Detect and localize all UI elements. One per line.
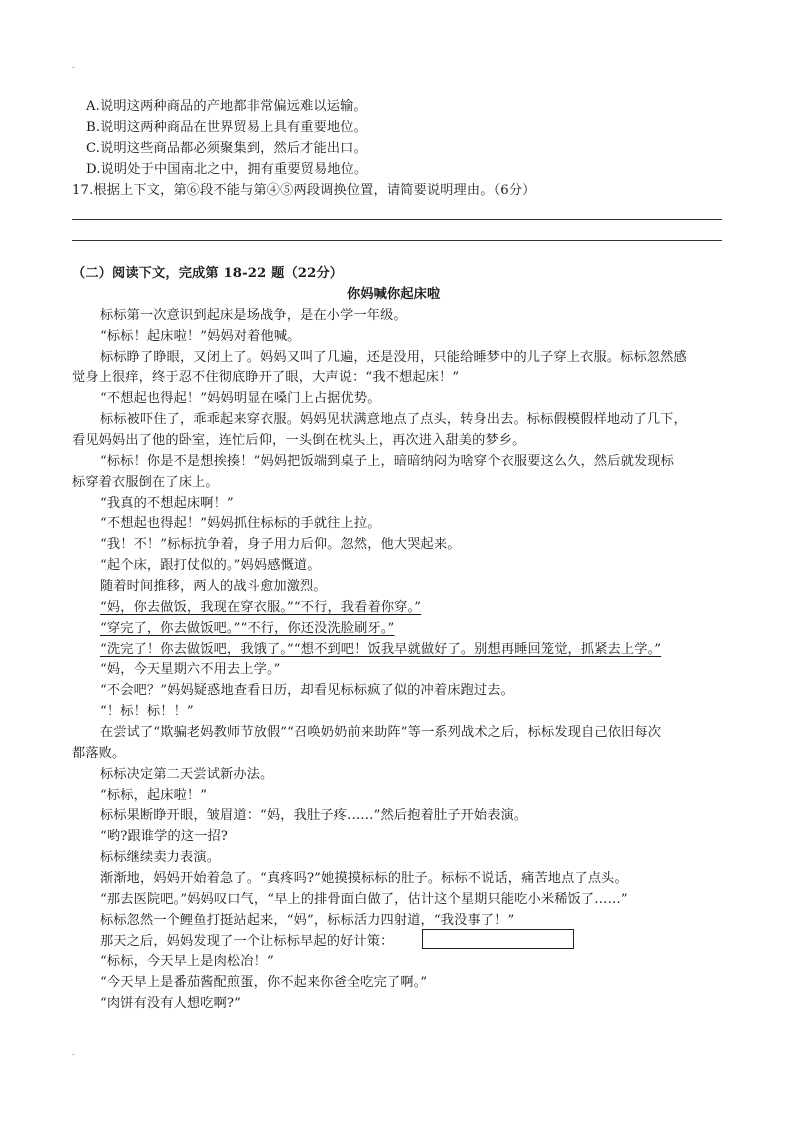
story-line: 标标忽然一个鲤鱼打挺站起来，“妈”，标标活力四射道，“我没事了！” xyxy=(100,913,515,928)
story-line: “起个床，跟打仗似的。”妈妈感慨道。 xyxy=(100,558,321,573)
story-title: 你妈喊你起床啦 xyxy=(347,287,441,302)
underlined-dialogue: “洗完了！你去做饭吧，我饿了。”“想不到吧！饭我早就做好了。别想再睡回笼觉，抓紧去上学。” xyxy=(100,642,662,657)
story-line: “肉饼有没有人想吃啊?” xyxy=(100,996,242,1011)
story-line: 渐渐地，妈妈开始着急了。“真疼吗?”她摸摸标标的肚子。标标不说话，痛苦地点了点头。 xyxy=(100,871,628,886)
story-line: “不想起也得起！”妈妈明显在嗓门上占据优势。 xyxy=(100,391,381,406)
story-line: “妈，今天星期六不用去上学。” xyxy=(100,662,281,677)
story-line: 标穿着衣服倒在了床上。 xyxy=(72,475,219,490)
story-line: 标标继续卖力表演。 xyxy=(100,850,221,865)
story-line: “我！不！”标标抗争着，身子用力后仰。忽然，他大哭起来。 xyxy=(100,537,461,552)
story-line: 标标决定第二天尝试新办法。 xyxy=(100,767,274,782)
underlined-dialogue: “穿完了，你去做饭吧。”“不行，你还没洗脸刷牙。” xyxy=(100,621,395,636)
page-top-mark: . xyxy=(72,61,75,70)
answer-line-2[interactable] xyxy=(72,240,722,241)
story-line: “今天早上是番茄酱配煎蛋，你不起来你爸全吃完了啊。” xyxy=(100,975,428,990)
story-line: 那天之后，妈妈发现了一个让标标早起的好计策： xyxy=(100,934,394,949)
story-line: “哟?跟谁学的这一招? xyxy=(100,829,229,844)
story-line: 看见妈妈出了他的卧室，连忙后仰，一头倒在枕头上，再次进入甜美的梦乡。 xyxy=(72,433,526,448)
story-line: “！标！标！！” xyxy=(100,704,194,719)
answer-line-1[interactable] xyxy=(72,219,722,220)
option-d: D.说明处于中国南北之中，拥有重要贸易地位。 xyxy=(86,162,368,177)
story-line: 标标睁了睁眼，又闭上了。妈妈又叫了几遍，还是没用，只能给睡梦中的儿子穿上衣服。标标忽然感 xyxy=(100,350,687,365)
answer-box[interactable] xyxy=(422,929,574,949)
story-line: “标标！起床啦！”妈妈对着他喊。 xyxy=(100,329,301,344)
story-line: 觉身上很痒，终于忍不住彻底睁开了眼，大声说：“我不想起床！” xyxy=(72,370,460,385)
story-line: 都落败。 xyxy=(72,746,126,761)
story-line: “标标！你是不是想挨揍！”妈妈把饭端到桌子上，暗暗纳闷为啥穿个衣服要这么久，然后就发现标 xyxy=(100,454,674,469)
story-line: 标标被吓住了，乖乖起来穿衣服。妈妈见状满意地点了点头，转身出去。标标假模假样地动了几下， xyxy=(100,412,687,427)
story-line: 随着时间推移，两人的战斗愈加激烈。 xyxy=(100,579,327,594)
story-line: “不想起也得起！”妈妈抓住标标的手就往上拉。 xyxy=(100,516,381,531)
story-line: 在尝试了“欺骗老妈教师节放假”“召唤奶奶前来助阵”等一系列战术之后，标标发现自己依旧每次 xyxy=(100,725,662,740)
story-line: 标标第一次意识到起床是场战争，是在小学一年级。 xyxy=(100,308,407,323)
option-c: C.说明这些商品都必须聚集到，然后才能出口。 xyxy=(86,141,367,156)
story-line: “不会吧？”妈妈疑惑地查看日历，却看见标标疯了似的冲着床跑过去。 xyxy=(100,683,514,698)
story-line: “标标，起床啦！” xyxy=(100,788,208,803)
question-17: 17.根据上下文，第⑥段不能与第④⑤两段调换位置，请简要说明理由。（6分） xyxy=(72,183,536,198)
story-line: “那去医院吧。”妈妈叹口气，“早上的排骨面白做了，估计这个星期只能吃小米稀饭了……” xyxy=(100,892,628,907)
underlined-dialogue: “妈，你去做饭，我现在穿衣服。”“不行，我看着你穿。” xyxy=(100,600,422,615)
option-b: B.说明这两种商品在世界贸易上具有重要地位。 xyxy=(86,120,367,135)
option-a: A.说明这两种商品的产地都非常偏远难以运输。 xyxy=(86,99,367,114)
story-line: “标标，今天早上是肉松冶！” xyxy=(100,954,274,969)
story-line: “我真的不想起床啊！” xyxy=(100,496,234,511)
section-heading: （二）阅读下文，完成第 18-22 题（22分） xyxy=(72,266,344,281)
story-line: 标标果断睁开眼，皱眉道：“妈，我肚子疼……”然后抱着肚子开始表演。 xyxy=(100,808,528,823)
page-bottom-mark: . xyxy=(72,1048,75,1057)
